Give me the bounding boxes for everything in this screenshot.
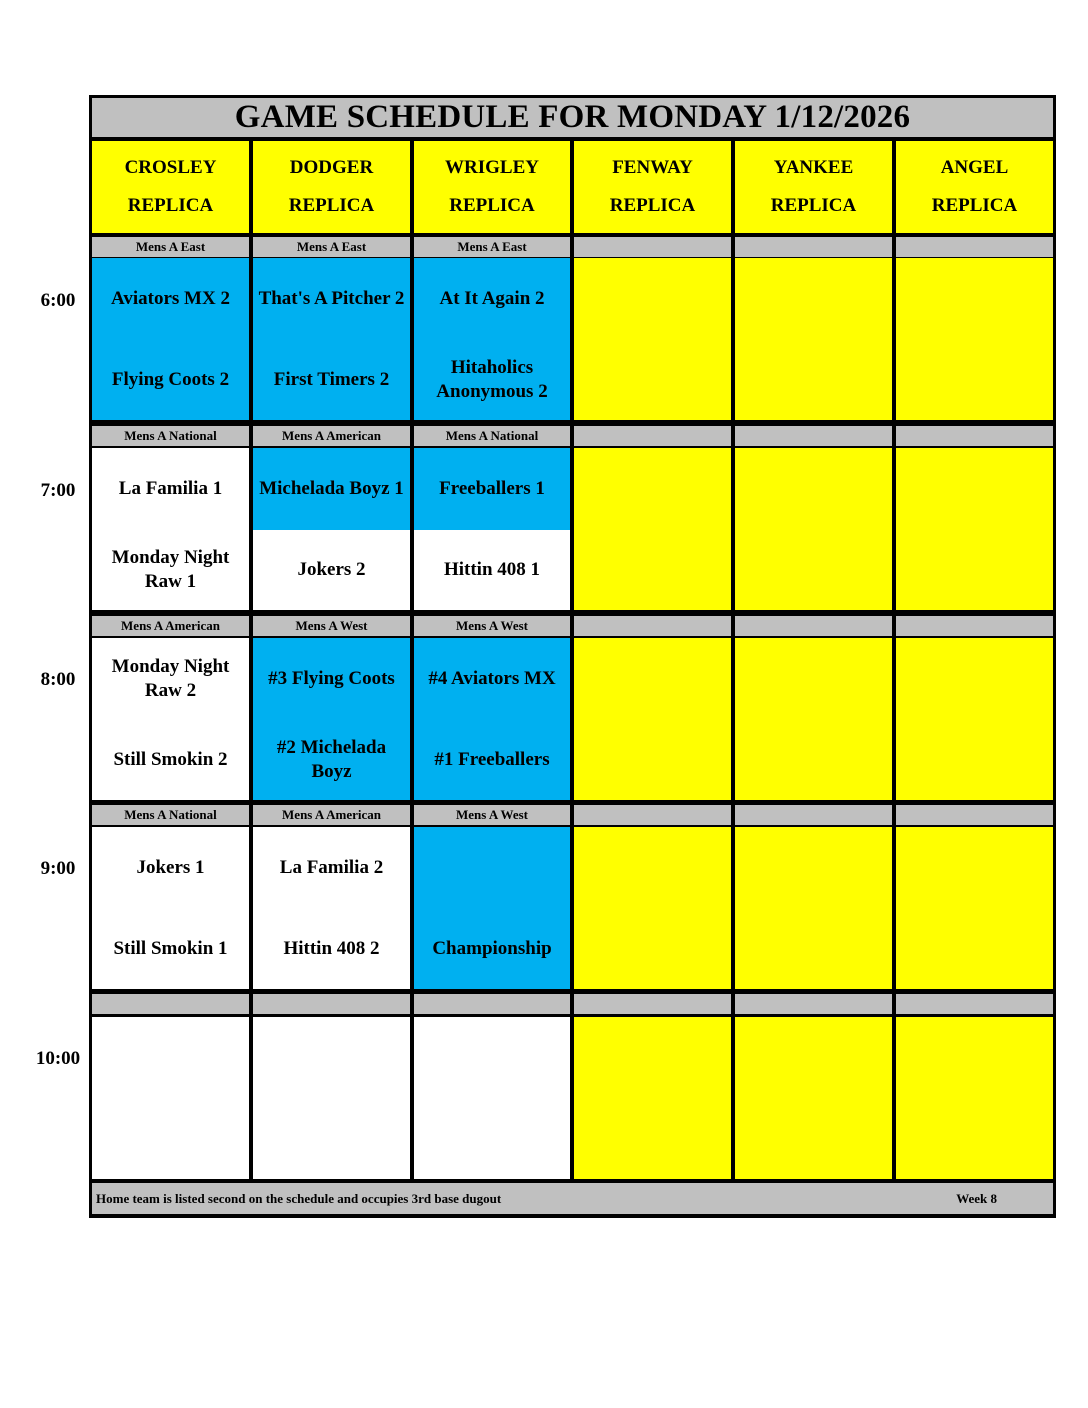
away-team-cell bbox=[896, 827, 1053, 909]
home-team-cell bbox=[253, 1099, 410, 1179]
away-team-cell: #3 Flying Coots bbox=[253, 638, 410, 720]
week-label: Week 8 bbox=[956, 1190, 997, 1206]
division-label: Mens A American bbox=[253, 805, 410, 825]
home-team-cell bbox=[735, 909, 892, 989]
home-team-cell: Still Smokin 1 bbox=[92, 909, 249, 989]
away-team-cell bbox=[896, 638, 1053, 720]
field-name: YANKEE bbox=[773, 157, 854, 178]
division-label bbox=[896, 237, 1053, 257]
division-label: Mens A National bbox=[414, 426, 570, 446]
division-label: Mens A American bbox=[253, 426, 410, 446]
footer-bar bbox=[92, 1183, 1053, 1214]
field-header-angel bbox=[896, 141, 1053, 233]
home-team-cell bbox=[735, 720, 892, 800]
schedule-sheet bbox=[89, 95, 1056, 1218]
division-label: Mens A East bbox=[92, 237, 249, 257]
division-label bbox=[735, 805, 892, 825]
home-team-cell: Jokers 2 bbox=[253, 530, 410, 610]
division-label bbox=[896, 994, 1053, 1014]
division-label bbox=[735, 994, 892, 1014]
away-team-cell bbox=[735, 258, 892, 340]
field-header-wrigley bbox=[414, 141, 570, 233]
away-team-cell bbox=[92, 1017, 249, 1099]
home-team-cell: Hittin 408 1 bbox=[414, 530, 570, 610]
field-subtitle: REPLICA bbox=[288, 195, 375, 216]
time-label: 9:00 bbox=[40, 858, 76, 879]
footer-note: Home team is listed second on the schedule and occupies 3rd base dugout bbox=[96, 1190, 502, 1206]
division-label bbox=[896, 426, 1053, 446]
home-team-cell bbox=[735, 1099, 892, 1179]
division-label bbox=[414, 994, 570, 1014]
time-label: 10:00 bbox=[35, 1048, 81, 1069]
division-label: Mens A National bbox=[92, 805, 249, 825]
field-header-yankee bbox=[735, 141, 892, 233]
division-label: Mens A West bbox=[414, 616, 570, 636]
home-team-cell: Hittin 408 2 bbox=[253, 909, 410, 989]
home-team-cell: #2 Michelada Boyz bbox=[253, 720, 410, 800]
home-team-cell: Flying Coots 2 bbox=[92, 340, 249, 420]
division-label bbox=[896, 616, 1053, 636]
field-subtitle: REPLICA bbox=[127, 195, 214, 216]
field-header-fenway bbox=[574, 141, 731, 233]
division-label bbox=[253, 994, 410, 1014]
division-label bbox=[92, 994, 249, 1014]
home-team-cell bbox=[414, 1099, 570, 1179]
away-team-cell: Aviators MX 2 bbox=[92, 258, 249, 340]
home-team-cell: Hitaholics Anonymous 2 bbox=[414, 340, 570, 420]
division-label bbox=[574, 426, 731, 446]
away-team-cell: Michelada Boyz 1 bbox=[253, 448, 410, 530]
field-name: ANGEL bbox=[940, 157, 1009, 178]
time-label: 7:00 bbox=[40, 480, 76, 501]
time-label: 8:00 bbox=[40, 669, 76, 690]
field-subtitle: REPLICA bbox=[931, 195, 1018, 216]
away-team-cell bbox=[735, 448, 892, 530]
away-team-cell bbox=[896, 448, 1053, 530]
home-team-cell bbox=[896, 720, 1053, 800]
away-team-cell: #4 Aviators MX bbox=[414, 638, 570, 720]
field-name: DODGER bbox=[289, 157, 374, 178]
division-label: Mens A National bbox=[92, 426, 249, 446]
away-team-cell bbox=[735, 638, 892, 720]
field-name: CROSLEY bbox=[124, 157, 217, 178]
away-team-cell: La Familia 1 bbox=[92, 448, 249, 530]
field-header-dodger bbox=[253, 141, 410, 233]
away-team-cell bbox=[414, 827, 570, 909]
field-subtitle: REPLICA bbox=[449, 195, 535, 216]
home-team-cell bbox=[896, 909, 1053, 989]
division-label: Mens A East bbox=[253, 237, 410, 257]
division-label bbox=[735, 616, 892, 636]
field-subtitle: REPLICA bbox=[770, 195, 857, 216]
away-team-cell: Monday Night Raw 2 bbox=[92, 638, 249, 720]
division-label bbox=[735, 426, 892, 446]
home-team-cell bbox=[574, 340, 731, 420]
away-team-cell bbox=[574, 638, 731, 720]
division-label: Mens A West bbox=[253, 616, 410, 636]
home-team-cell bbox=[896, 530, 1053, 610]
time-label: 6:00 bbox=[40, 290, 76, 311]
away-team-cell bbox=[574, 827, 731, 909]
away-team-cell: Freeballers 1 bbox=[414, 448, 570, 530]
field-header-crosley bbox=[92, 141, 249, 233]
schedule-title: GAME SCHEDULE FOR MONDAY 1/12/2026 bbox=[92, 98, 1053, 137]
field-subtitle: REPLICA bbox=[609, 195, 696, 216]
division-label: Mens A East bbox=[414, 237, 570, 257]
away-team-cell bbox=[574, 258, 731, 340]
home-team-cell bbox=[574, 530, 731, 610]
division-label bbox=[574, 616, 731, 636]
division-label bbox=[574, 805, 731, 825]
home-team-cell bbox=[896, 1099, 1053, 1179]
away-team-cell bbox=[896, 258, 1053, 340]
home-team-cell bbox=[574, 720, 731, 800]
away-team-cell bbox=[253, 1017, 410, 1099]
home-team-cell bbox=[896, 340, 1053, 420]
division-label bbox=[735, 237, 892, 257]
division-label bbox=[574, 237, 731, 257]
away-team-cell: That's A Pitcher 2 bbox=[253, 258, 410, 340]
home-team-cell bbox=[574, 1099, 731, 1179]
home-team-cell: Monday Night Raw 1 bbox=[92, 530, 249, 610]
away-team-cell bbox=[896, 1017, 1053, 1099]
home-team-cell bbox=[735, 340, 892, 420]
division-label: Mens A American bbox=[92, 616, 249, 636]
home-team-cell bbox=[574, 909, 731, 989]
away-team-cell: At It Again 2 bbox=[414, 258, 570, 340]
home-team-cell: #1 Freeballers bbox=[414, 720, 570, 800]
away-team-cell bbox=[735, 827, 892, 909]
field-name: FENWAY bbox=[612, 157, 693, 178]
division-label bbox=[896, 805, 1053, 825]
home-team-cell bbox=[735, 530, 892, 610]
home-team-cell: Championship bbox=[414, 909, 570, 989]
away-team-cell bbox=[414, 1017, 570, 1099]
home-team-cell: Still Smokin 2 bbox=[92, 720, 249, 800]
away-team-cell: La Familia 2 bbox=[253, 827, 410, 909]
home-team-cell bbox=[92, 1099, 249, 1179]
away-team-cell bbox=[735, 1017, 892, 1099]
field-name: WRIGLEY bbox=[445, 157, 539, 178]
away-team-cell bbox=[574, 1017, 731, 1099]
division-label: Mens A West bbox=[414, 805, 570, 825]
home-team-cell: First Timers 2 bbox=[253, 340, 410, 420]
away-team-cell bbox=[574, 448, 731, 530]
division-label bbox=[574, 994, 731, 1014]
away-team-cell: Jokers 1 bbox=[92, 827, 249, 909]
